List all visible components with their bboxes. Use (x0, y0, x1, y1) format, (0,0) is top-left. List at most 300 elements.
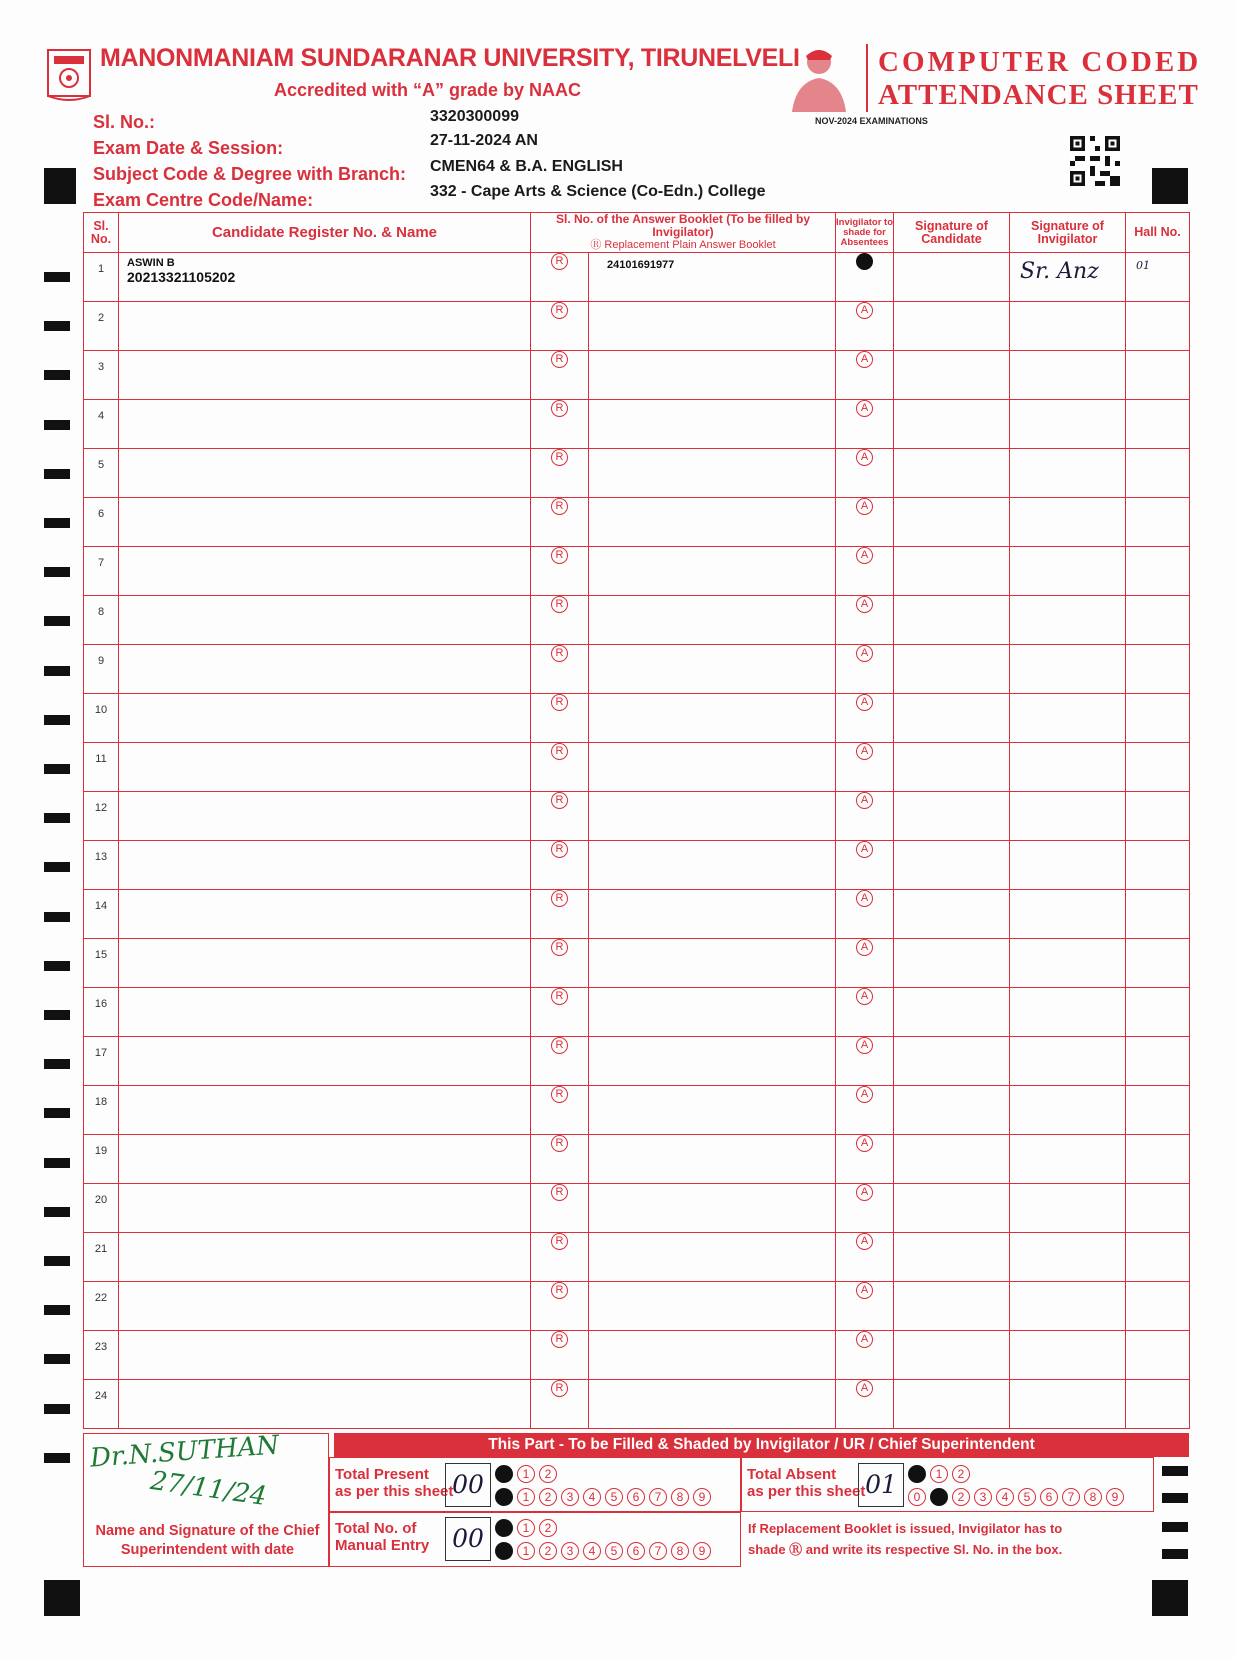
invigilator-signature-cell[interactable] (1010, 498, 1126, 547)
replacement-bubble-cell[interactable] (531, 890, 589, 939)
hall-no-cell[interactable]: 01 (1126, 253, 1190, 302)
absentee-bubble[interactable]: A (856, 988, 873, 1005)
booklet-number[interactable]: 24101691977 (589, 253, 836, 302)
absentee-bubble-cell[interactable] (836, 1135, 894, 1184)
replacement-bubble[interactable]: R (551, 841, 568, 858)
candidate-signature-cell[interactable] (894, 449, 1010, 498)
digit-bubble[interactable]: 2 (539, 1465, 557, 1483)
timing-mark (1162, 1466, 1188, 1476)
replacement-bubble-cell[interactable] (531, 1086, 589, 1135)
absentee-bubble[interactable]: A (856, 743, 873, 760)
replacement-bubble[interactable]: R (551, 449, 568, 466)
candidate-cell (119, 694, 531, 743)
digit-bubble[interactable]: 5 (605, 1488, 623, 1506)
invigilator-signature-header: Signature of Invigilator (1010, 213, 1126, 253)
invigilator-signature-cell[interactable] (1010, 645, 1126, 694)
replacement-bubble-cell[interactable] (531, 841, 589, 890)
hall-no-cell[interactable] (1126, 792, 1190, 841)
timing-mark (44, 420, 70, 430)
hall-no-cell[interactable] (1126, 1233, 1190, 1282)
candidate-signature-cell[interactable] (894, 596, 1010, 645)
absentee-bubble[interactable]: A (856, 547, 873, 564)
booklet-number[interactable] (589, 988, 836, 1037)
table-row (84, 939, 1190, 988)
booklet-number[interactable] (589, 939, 836, 988)
row-sl-no: 12 (84, 792, 119, 841)
replacement-bubble-cell[interactable] (531, 302, 589, 351)
absentee-bubble[interactable]: A (856, 596, 873, 613)
total-present-value: 00 (445, 1463, 491, 1507)
digit-bubble[interactable]: 4 (583, 1542, 601, 1560)
invigilator-signature-cell[interactable] (1010, 1380, 1126, 1429)
hall-no-cell[interactable] (1126, 939, 1190, 988)
hall-no-cell[interactable] (1126, 1086, 1190, 1135)
absentee-bubble[interactable]: A (856, 1331, 873, 1348)
candidate-header: Candidate Register No. & Name (119, 213, 531, 253)
replacement-bubble[interactable]: R (551, 988, 568, 1005)
booklet-number[interactable] (589, 694, 836, 743)
registration-mark (44, 1580, 80, 1616)
replacement-bubble-cell[interactable] (531, 253, 589, 302)
invigilator-signature-cell[interactable] (1010, 449, 1126, 498)
invigilator-signature-cell[interactable] (1010, 988, 1126, 1037)
booklet-number[interactable] (589, 498, 836, 547)
timing-mark (44, 961, 70, 971)
timing-mark (44, 862, 70, 872)
hall-no-cell[interactable] (1126, 1135, 1190, 1184)
absentee-bubble-cell[interactable] (836, 988, 894, 1037)
candidate-signature-cell[interactable] (894, 743, 1010, 792)
candidate-signature-cell[interactable] (894, 890, 1010, 939)
absentee-bubble-cell[interactable] (836, 547, 894, 596)
timing-mark (44, 764, 70, 774)
invigilator-signature-cell[interactable] (1010, 547, 1126, 596)
digit-bubble[interactable]: 6 (627, 1542, 645, 1560)
replacement-bubble-cell[interactable] (531, 1380, 589, 1429)
replacement-bubble-cell[interactable] (531, 547, 589, 596)
candidate-cell (119, 400, 531, 449)
invigilator-signature-cell[interactable] (1010, 1331, 1126, 1380)
candidate-signature-cell[interactable] (894, 1086, 1010, 1135)
booklet-number[interactable] (589, 1086, 836, 1135)
hall-no-cell[interactable] (1126, 743, 1190, 792)
digit-bubble[interactable]: 1 (930, 1465, 948, 1483)
booklet-number[interactable] (589, 645, 836, 694)
hall-no-cell[interactable] (1126, 1282, 1190, 1331)
digit-bubble[interactable]: 1 (930, 1488, 948, 1506)
hall-no-cell[interactable] (1126, 841, 1190, 890)
digit-bubble[interactable]: 0 (495, 1488, 513, 1506)
replacement-bubble[interactable]: R (551, 351, 568, 368)
replacement-bubble[interactable]: R (551, 1380, 568, 1397)
replacement-bubble[interactable]: R (551, 939, 568, 956)
row-sl-no: 8 (84, 596, 119, 645)
hall-no-cell[interactable] (1126, 449, 1190, 498)
replacement-bubble[interactable]: R (551, 645, 568, 662)
absentee-bubble[interactable]: A (856, 890, 873, 907)
digit-bubble[interactable]: 2 (539, 1542, 557, 1560)
candidate-signature-cell[interactable] (894, 253, 1010, 302)
candidate-cell (119, 498, 531, 547)
replacement-bubble[interactable]: R (551, 743, 568, 760)
hall-no-cell[interactable] (1126, 1380, 1190, 1429)
absentee-bubble-cell[interactable] (836, 645, 894, 694)
hall-no-cell[interactable] (1126, 890, 1190, 939)
hall-no-cell[interactable] (1126, 988, 1190, 1037)
digit-bubble[interactable]: 3 (974, 1488, 992, 1506)
replacement-bubble-cell[interactable] (531, 792, 589, 841)
absentee-bubble-cell[interactable] (836, 792, 894, 841)
absentee-bubble[interactable]: A (856, 841, 873, 858)
absentee-bubble[interactable]: A (856, 1135, 873, 1152)
absentee-bubble[interactable]: A (856, 302, 873, 319)
table-row (84, 988, 1190, 1037)
absentee-bubble-cell[interactable] (836, 498, 894, 547)
invigilator-signature-cell[interactable] (1010, 890, 1126, 939)
digit-bubble[interactable]: 9 (693, 1542, 711, 1560)
candidate-signature-cell[interactable] (894, 351, 1010, 400)
tens-bubble-row (495, 1465, 711, 1483)
replacement-bubble[interactable]: R (551, 890, 568, 907)
total-absent-label (747, 1466, 865, 1500)
replacement-bubble-cell[interactable] (531, 400, 589, 449)
absentee-bubble-cell[interactable] (836, 351, 894, 400)
digit-bubble[interactable]: 1 (517, 1465, 535, 1483)
replacement-bubble[interactable]: R (551, 694, 568, 711)
candidate-cell (119, 547, 531, 596)
digit-bubble[interactable]: 0 (495, 1542, 513, 1560)
booklet-header-sub: Ⓡ Replacement Plain Answer Booklet (590, 239, 776, 251)
replacement-bubble-cell[interactable] (531, 1184, 589, 1233)
registration-mark (1152, 168, 1188, 204)
exam-caption: NOV-2024 EXAMINATIONS (815, 116, 928, 126)
candidate-signature-cell[interactable] (894, 1037, 1010, 1086)
absentee-bubble[interactable]: A (856, 939, 873, 956)
hall-no-cell[interactable] (1126, 694, 1190, 743)
absentee-bubble-cell[interactable] (836, 253, 894, 302)
absentee-bubble-cell[interactable] (836, 1086, 894, 1135)
table-row (84, 547, 1190, 596)
hall-no-cell[interactable] (1126, 596, 1190, 645)
table-row (84, 1380, 1190, 1429)
replacement-bubble-cell[interactable] (531, 596, 589, 645)
hall-no-cell[interactable] (1126, 645, 1190, 694)
university-name: MANONMANIAM SUNDARANAR UNIVERSITY, TIRUNELVELI (100, 44, 800, 72)
candidate-signature-cell[interactable] (894, 1135, 1010, 1184)
absentee-bubble[interactable]: A (856, 351, 873, 368)
candidate-cell (119, 939, 531, 988)
booklet-number[interactable] (589, 351, 836, 400)
absentee-bubble[interactable]: A (856, 253, 873, 270)
invigilator-signature-cell[interactable] (1010, 841, 1126, 890)
replacement-bubble[interactable]: R (551, 596, 568, 613)
candidate-signature-cell[interactable] (894, 792, 1010, 841)
booklet-number[interactable] (589, 1135, 836, 1184)
absentee-bubble-cell[interactable] (836, 302, 894, 351)
hall-no-cell[interactable] (1126, 498, 1190, 547)
booklet-number[interactable] (589, 792, 836, 841)
row-sl-no: 14 (84, 890, 119, 939)
absentee-bubble-cell[interactable] (836, 1184, 894, 1233)
invigilator-signature-cell[interactable] (1010, 351, 1126, 400)
absentee-bubble[interactable]: A (856, 1282, 873, 1299)
booklet-number[interactable] (589, 400, 836, 449)
booklet-number[interactable] (589, 841, 836, 890)
invigilator-signature-cell[interactable] (1010, 792, 1126, 841)
replacement-bubble[interactable]: R (551, 253, 568, 270)
units-bubble-row (495, 1488, 711, 1506)
digit-bubble[interactable]: 6 (627, 1488, 645, 1506)
absentee-bubble[interactable]: A (856, 792, 873, 809)
row-sl-no: 21 (84, 1233, 119, 1282)
row-sl-no: 18 (84, 1086, 119, 1135)
timing-mark (1162, 1493, 1188, 1503)
replacement-bubble-cell[interactable] (531, 351, 589, 400)
hall-no-cell[interactable] (1126, 351, 1190, 400)
candidate-signature-cell[interactable] (894, 694, 1010, 743)
digit-bubble[interactable]: 2 (539, 1488, 557, 1506)
invigilator-signature-cell[interactable] (1010, 694, 1126, 743)
timing-mark (44, 518, 70, 528)
absentee-bubble[interactable]: A (856, 645, 873, 662)
booklet-number[interactable] (589, 1282, 836, 1331)
chief-superintendent-label: Name and Signature of the Chief Superintendent with date (95, 1523, 320, 1558)
replacement-bubble-cell[interactable] (531, 743, 589, 792)
absentee-bubble-cell[interactable] (836, 1233, 894, 1282)
candidate-cell (119, 841, 531, 890)
digit-bubble[interactable]: 0 (495, 1465, 513, 1483)
digit-bubble[interactable]: 8 (671, 1488, 689, 1506)
digit-bubble[interactable]: 2 (539, 1519, 557, 1537)
absentee-bubble-cell[interactable] (836, 841, 894, 890)
absentee-bubble[interactable]: A (856, 400, 873, 417)
booklet-number[interactable] (589, 596, 836, 645)
replacement-bubble[interactable]: R (551, 547, 568, 564)
candidate-cell (119, 645, 531, 694)
digit-bubble[interactable]: 2 (952, 1465, 970, 1483)
candidate-signature-cell[interactable] (894, 1380, 1010, 1429)
replacement-bubble[interactable]: R (551, 1282, 568, 1299)
footer-banner: This Part - To be Filled & Shaded by Invigilator / UR / Chief Superintendent (334, 1433, 1189, 1457)
table-row (84, 253, 1190, 302)
table-row (84, 645, 1190, 694)
candidate-signature-cell[interactable] (894, 939, 1010, 988)
absentee-bubble-cell[interactable] (836, 400, 894, 449)
invigilator-signature-cell[interactable] (1010, 1037, 1126, 1086)
replacement-bubble-cell[interactable] (531, 645, 589, 694)
booklet-number[interactable] (589, 547, 836, 596)
digit-bubble[interactable]: 6 (1040, 1488, 1058, 1506)
replacement-bubble-cell[interactable] (531, 1135, 589, 1184)
booklet-number[interactable] (589, 1233, 836, 1282)
digit-bubble[interactable]: 7 (649, 1542, 667, 1560)
digit-bubble[interactable]: 3 (561, 1542, 579, 1560)
absentee-bubble-cell[interactable] (836, 1282, 894, 1331)
digit-bubble[interactable]: 5 (605, 1542, 623, 1560)
replacement-bubble-cell[interactable] (531, 1037, 589, 1086)
candidate-signature-cell[interactable] (894, 841, 1010, 890)
replacement-bubble-cell[interactable] (531, 939, 589, 988)
digit-bubble[interactable]: 7 (649, 1488, 667, 1506)
digit-bubble[interactable]: 8 (671, 1542, 689, 1560)
exam-centre-label: Exam Centre Code/Name: (93, 190, 314, 210)
hall-no-cell[interactable] (1126, 302, 1190, 351)
invigilator-signature-cell[interactable] (1010, 1135, 1126, 1184)
invigilator-signature-cell[interactable] (1010, 1086, 1126, 1135)
candidate-signature-cell[interactable] (894, 1331, 1010, 1380)
timing-mark (44, 321, 70, 331)
absentee-bubble[interactable]: A (856, 498, 873, 515)
table-row (84, 841, 1190, 890)
chief-signature-date-handwriting: 27/11/24 (148, 1466, 269, 1512)
invigilator-signature-cell[interactable] (1010, 302, 1126, 351)
candidate-signature-cell[interactable] (894, 400, 1010, 449)
digit-bubble[interactable]: 3 (561, 1488, 579, 1506)
digit-bubble[interactable]: 7 (1062, 1488, 1080, 1506)
timing-mark (44, 1354, 70, 1364)
replacement-bubble-cell[interactable] (531, 1331, 589, 1380)
invigilator-signature-cell[interactable] (1010, 400, 1126, 449)
row-sl-no: 3 (84, 351, 119, 400)
table-row (84, 596, 1190, 645)
invigilator-signature-cell[interactable] (1010, 743, 1126, 792)
candidate-signature-cell[interactable] (894, 645, 1010, 694)
digit-bubble[interactable]: 0 (908, 1488, 926, 1506)
replacement-bubble[interactable]: R (551, 498, 568, 515)
absentee-bubble-cell[interactable] (836, 596, 894, 645)
candidate-cell (119, 253, 531, 302)
candidate-signature-cell[interactable] (894, 547, 1010, 596)
absentee-bubble-cell[interactable] (836, 449, 894, 498)
candidate-cell (119, 351, 531, 400)
booklet-number[interactable] (589, 890, 836, 939)
replacement-bubble[interactable]: R (551, 1135, 568, 1152)
booklet-number[interactable] (589, 1331, 836, 1380)
absentee-bubble-cell[interactable] (836, 1331, 894, 1380)
row-sl-no: 15 (84, 939, 119, 988)
candidate-signature-cell[interactable] (894, 1282, 1010, 1331)
timing-mark (44, 666, 70, 676)
row-sl-no: 11 (84, 743, 119, 792)
absentee-bubble-cell[interactable] (836, 1380, 894, 1429)
hall-no-cell[interactable] (1126, 547, 1190, 596)
table-row (84, 449, 1190, 498)
candidate-signature-cell[interactable] (894, 1184, 1010, 1233)
replacement-note (748, 1518, 1188, 1560)
subject-code-value: CMEN64 & B.A. ENGLISH (430, 158, 623, 175)
replacement-bubble[interactable]: R (551, 792, 568, 809)
hall-no-cell[interactable] (1126, 1184, 1190, 1233)
replacement-bubble-cell[interactable] (531, 988, 589, 1037)
invigilator-signature-cell[interactable] (1010, 1282, 1126, 1331)
row-sl-no: 1 (84, 253, 119, 302)
candidate-signature-cell[interactable] (894, 302, 1010, 351)
absentee-bubble[interactable]: A (856, 1184, 873, 1201)
accreditation-line: Accredited with “A” grade by NAAC (274, 80, 582, 100)
replacement-bubble[interactable]: R (551, 1331, 568, 1348)
timing-mark (44, 272, 70, 282)
absentee-bubble[interactable]: A (856, 1233, 873, 1250)
absentee-bubble[interactable]: A (856, 1037, 873, 1054)
candidate-cell (119, 1331, 531, 1380)
candidate-signature-cell[interactable] (894, 1233, 1010, 1282)
booklet-number[interactable] (589, 1380, 836, 1429)
replacement-bubble[interactable]: R (551, 1037, 568, 1054)
digit-bubble[interactable]: 1 (517, 1519, 535, 1537)
absentee-bubble-cell[interactable] (836, 743, 894, 792)
timing-mark (44, 715, 70, 725)
sl-no-value: 3320300099 (430, 108, 519, 125)
absentee-bubble-cell[interactable] (836, 694, 894, 743)
invigilator-signature-cell[interactable] (1010, 1184, 1126, 1233)
replacement-bubble[interactable]: R (551, 302, 568, 319)
replacement-bubble[interactable]: R (551, 400, 568, 417)
timing-mark (44, 1059, 70, 1069)
booklet-number[interactable] (589, 1184, 836, 1233)
booklet-header-main: Sl. No. of the Answer Booklet (To be filled by Invigilator) (555, 212, 810, 239)
booklet-number[interactable] (589, 302, 836, 351)
invigilator-signature-cell[interactable] (1010, 939, 1126, 988)
replacement-bubble-cell[interactable] (531, 498, 589, 547)
replacement-bubble-cell[interactable] (531, 1233, 589, 1282)
timing-mark (44, 813, 70, 823)
replacement-bubble-cell[interactable] (531, 1282, 589, 1331)
absentee-bubble[interactable]: A (856, 694, 873, 711)
candidate-cell (119, 449, 531, 498)
row-sl-no: 10 (84, 694, 119, 743)
replacement-bubble[interactable]: R (551, 1086, 568, 1103)
candidate-signature-cell[interactable] (894, 988, 1010, 1037)
digit-bubble[interactable]: 2 (952, 1488, 970, 1506)
absentee-bubble[interactable]: A (856, 449, 873, 466)
manual-entry-label (335, 1520, 429, 1554)
booklet-number[interactable] (589, 743, 836, 792)
invigilator-signature-cell[interactable] (1010, 1233, 1126, 1282)
invigilator-signature-cell[interactable] (1010, 596, 1126, 645)
digit-bubble[interactable]: 8 (1084, 1488, 1102, 1506)
replacement-bubble[interactable]: R (551, 1233, 568, 1250)
absentee-bubble[interactable]: A (856, 1086, 873, 1103)
digit-bubble[interactable]: 4 (583, 1488, 601, 1506)
hall-no-cell[interactable] (1126, 1037, 1190, 1086)
replacement-bubble-cell[interactable] (531, 449, 589, 498)
digit-bubble[interactable]: 9 (693, 1488, 711, 1506)
tens-bubble-row (495, 1519, 711, 1537)
digit-bubble[interactable]: 0 (495, 1519, 513, 1537)
digit-bubble[interactable]: 4 (996, 1488, 1014, 1506)
digit-bubble[interactable]: 9 (1106, 1488, 1124, 1506)
booklet-number[interactable] (589, 449, 836, 498)
absentee-bubble-cell[interactable] (836, 1037, 894, 1086)
absentee-bubble-cell[interactable] (836, 890, 894, 939)
candidate-signature-cell[interactable] (894, 498, 1010, 547)
replacement-bubble-cell[interactable] (531, 694, 589, 743)
absentee-bubble-cell[interactable] (836, 939, 894, 988)
registration-mark (44, 168, 76, 204)
digit-bubble[interactable]: 0 (908, 1465, 926, 1483)
booklet-number[interactable] (589, 1037, 836, 1086)
digit-bubble[interactable]: 1 (517, 1542, 535, 1560)
hall-no-cell[interactable] (1126, 1331, 1190, 1380)
table-row (84, 890, 1190, 939)
digit-bubble[interactable]: 1 (517, 1488, 535, 1506)
absentee-bubble[interactable]: A (856, 1380, 873, 1397)
digit-bubble[interactable]: 5 (1018, 1488, 1036, 1506)
candidate-register-no: 20213321105202 (127, 269, 236, 285)
invigilator-signature-cell[interactable]: Sr. Anz (1010, 253, 1126, 302)
replacement-bubble[interactable]: R (551, 1184, 568, 1201)
hall-no-cell[interactable] (1126, 400, 1190, 449)
